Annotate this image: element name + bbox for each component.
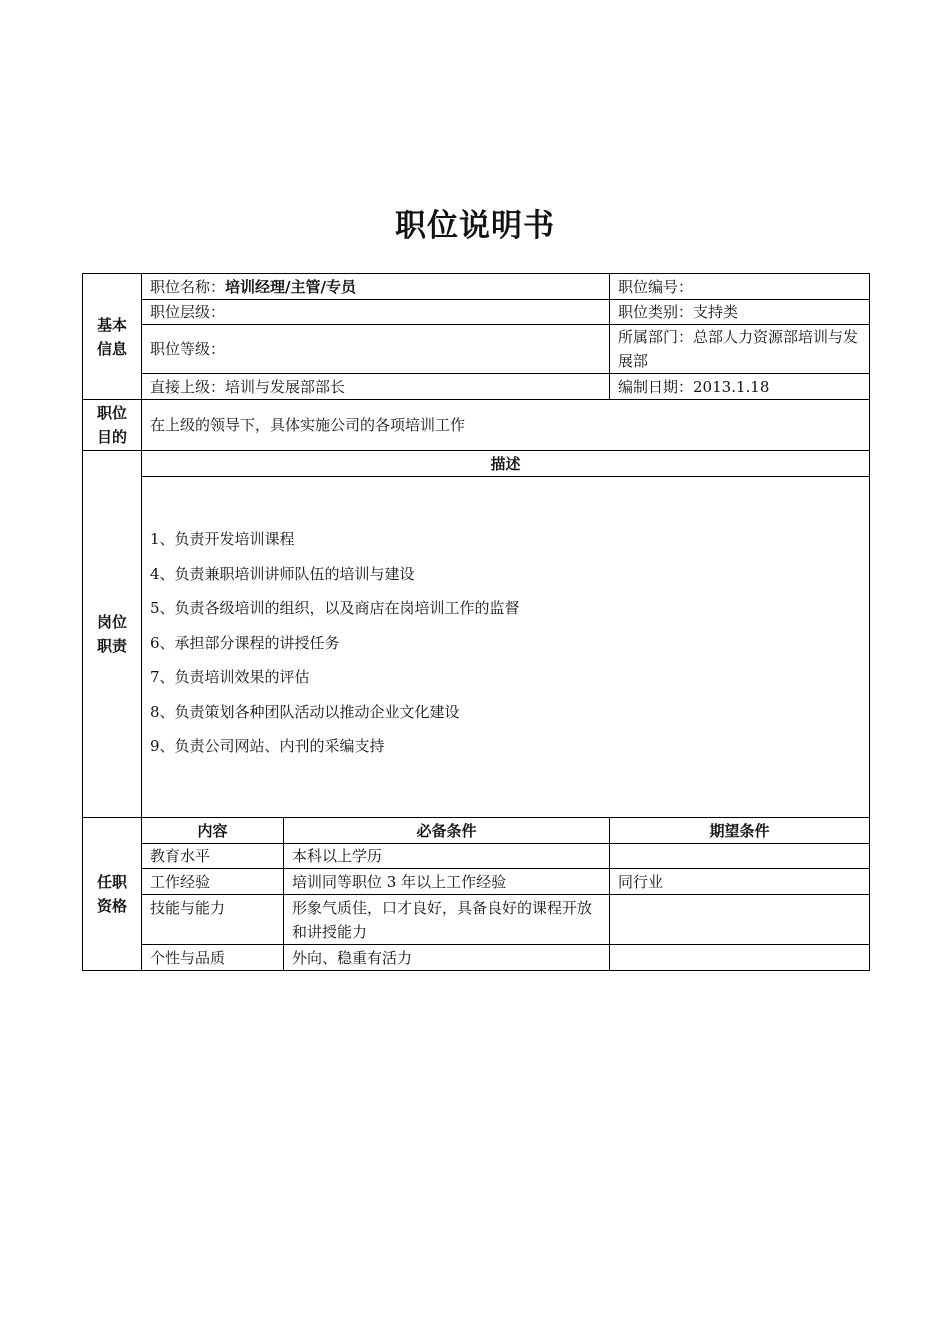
date-value: 2013.1.18 bbox=[693, 377, 770, 396]
duty-item: 7、负责培训效果的评估 bbox=[150, 668, 310, 687]
qual-header-required: 必备条件 bbox=[284, 818, 610, 844]
superior-value: 培训与发展部部长 bbox=[225, 377, 346, 396]
qual-required: 外向、稳重有活力 bbox=[284, 945, 610, 971]
basic-info-row-2 bbox=[83, 300, 870, 325]
department-cell bbox=[610, 325, 870, 374]
job-category-cell bbox=[610, 300, 870, 325]
duty-item: 9、负责公司网站、内刊的采编支持 bbox=[150, 737, 385, 756]
qual-expected bbox=[610, 945, 870, 971]
qual-required: 培训同等职位 3 年以上工作经验 bbox=[284, 869, 610, 895]
superior-cell bbox=[142, 374, 610, 400]
qual-row-personality bbox=[83, 945, 870, 971]
qual-header-content: 内容 bbox=[142, 818, 284, 844]
qual-row-experience bbox=[83, 869, 870, 895]
qual-expected bbox=[610, 895, 870, 945]
duty-item: 1、负责开发培训课程 bbox=[150, 530, 295, 549]
basic-info-section-label: 基本 信息 bbox=[83, 274, 142, 400]
purpose-text: 在上级的领导下，具体实施公司的各项培训工作 bbox=[142, 400, 870, 451]
qual-required: 形象气质佳，口才良好，具备良好的课程开放和讲授能力 bbox=[284, 895, 610, 945]
purpose-section-label: 职位 目的 bbox=[83, 400, 142, 451]
page-title: 职位说明书 bbox=[395, 208, 555, 244]
qual-item: 技能与能力 bbox=[142, 895, 284, 945]
job-grade-label: 职位等级： bbox=[150, 340, 226, 358]
department-value: 总部人力资源部培训与发展部 bbox=[618, 328, 859, 370]
qual-required: 本科以上学历 bbox=[284, 844, 610, 869]
job-grade-cell bbox=[142, 325, 610, 374]
duties-list bbox=[142, 477, 870, 818]
job-code-cell bbox=[610, 274, 870, 300]
qual-row-education bbox=[83, 844, 870, 869]
job-category-value: 支持类 bbox=[693, 303, 739, 321]
qual-item: 工作经验 bbox=[142, 869, 284, 895]
job-level-label: 职位层级： bbox=[150, 303, 226, 321]
job-code-label: 职位编号： bbox=[618, 277, 694, 296]
qual-item: 教育水平 bbox=[142, 844, 284, 869]
basic-info-row-3 bbox=[83, 325, 870, 374]
qual-header-expected: 期望条件 bbox=[610, 818, 870, 844]
qualifications-header-row bbox=[83, 818, 870, 844]
duties-header-row bbox=[83, 451, 870, 477]
date-cell bbox=[610, 374, 870, 400]
job-level-cell bbox=[142, 300, 610, 325]
qual-expected bbox=[610, 844, 870, 869]
qual-expected: 同行业 bbox=[610, 869, 870, 895]
superior-label: 直接上级： bbox=[150, 377, 226, 396]
date-label: 编制日期： bbox=[618, 377, 694, 396]
duty-item: 5、负责各级培训的组织，以及商店在岗培训工作的监督 bbox=[150, 599, 520, 618]
job-name-cell bbox=[142, 274, 610, 300]
qual-row-skills bbox=[83, 895, 870, 945]
basic-info-row-4 bbox=[83, 374, 870, 400]
duties-header: 描述 bbox=[142, 451, 870, 477]
job-description-table bbox=[82, 273, 870, 971]
qual-item: 个性与品质 bbox=[142, 945, 284, 971]
job-name-label: 职位名称： bbox=[150, 277, 226, 296]
job-name-value: 培训经理/主管/专员 bbox=[225, 277, 356, 296]
duty-item: 4、负责兼职培训讲师队伍的培训与建设 bbox=[150, 564, 415, 583]
qualifications-section-label: 任职 资格 bbox=[83, 818, 142, 971]
basic-info-row-1 bbox=[83, 274, 870, 300]
purpose-row bbox=[83, 400, 870, 451]
duty-item: 6、承担部分课程的讲授任务 bbox=[150, 633, 340, 652]
duties-section-label: 岗位 职责 bbox=[83, 451, 142, 818]
duties-body-row bbox=[83, 477, 870, 818]
department-label: 所属部门： bbox=[618, 328, 694, 346]
job-category-label: 职位类别： bbox=[618, 303, 694, 321]
duty-item: 8、负责策划各种团队活动以推动企业文化建设 bbox=[150, 702, 460, 721]
